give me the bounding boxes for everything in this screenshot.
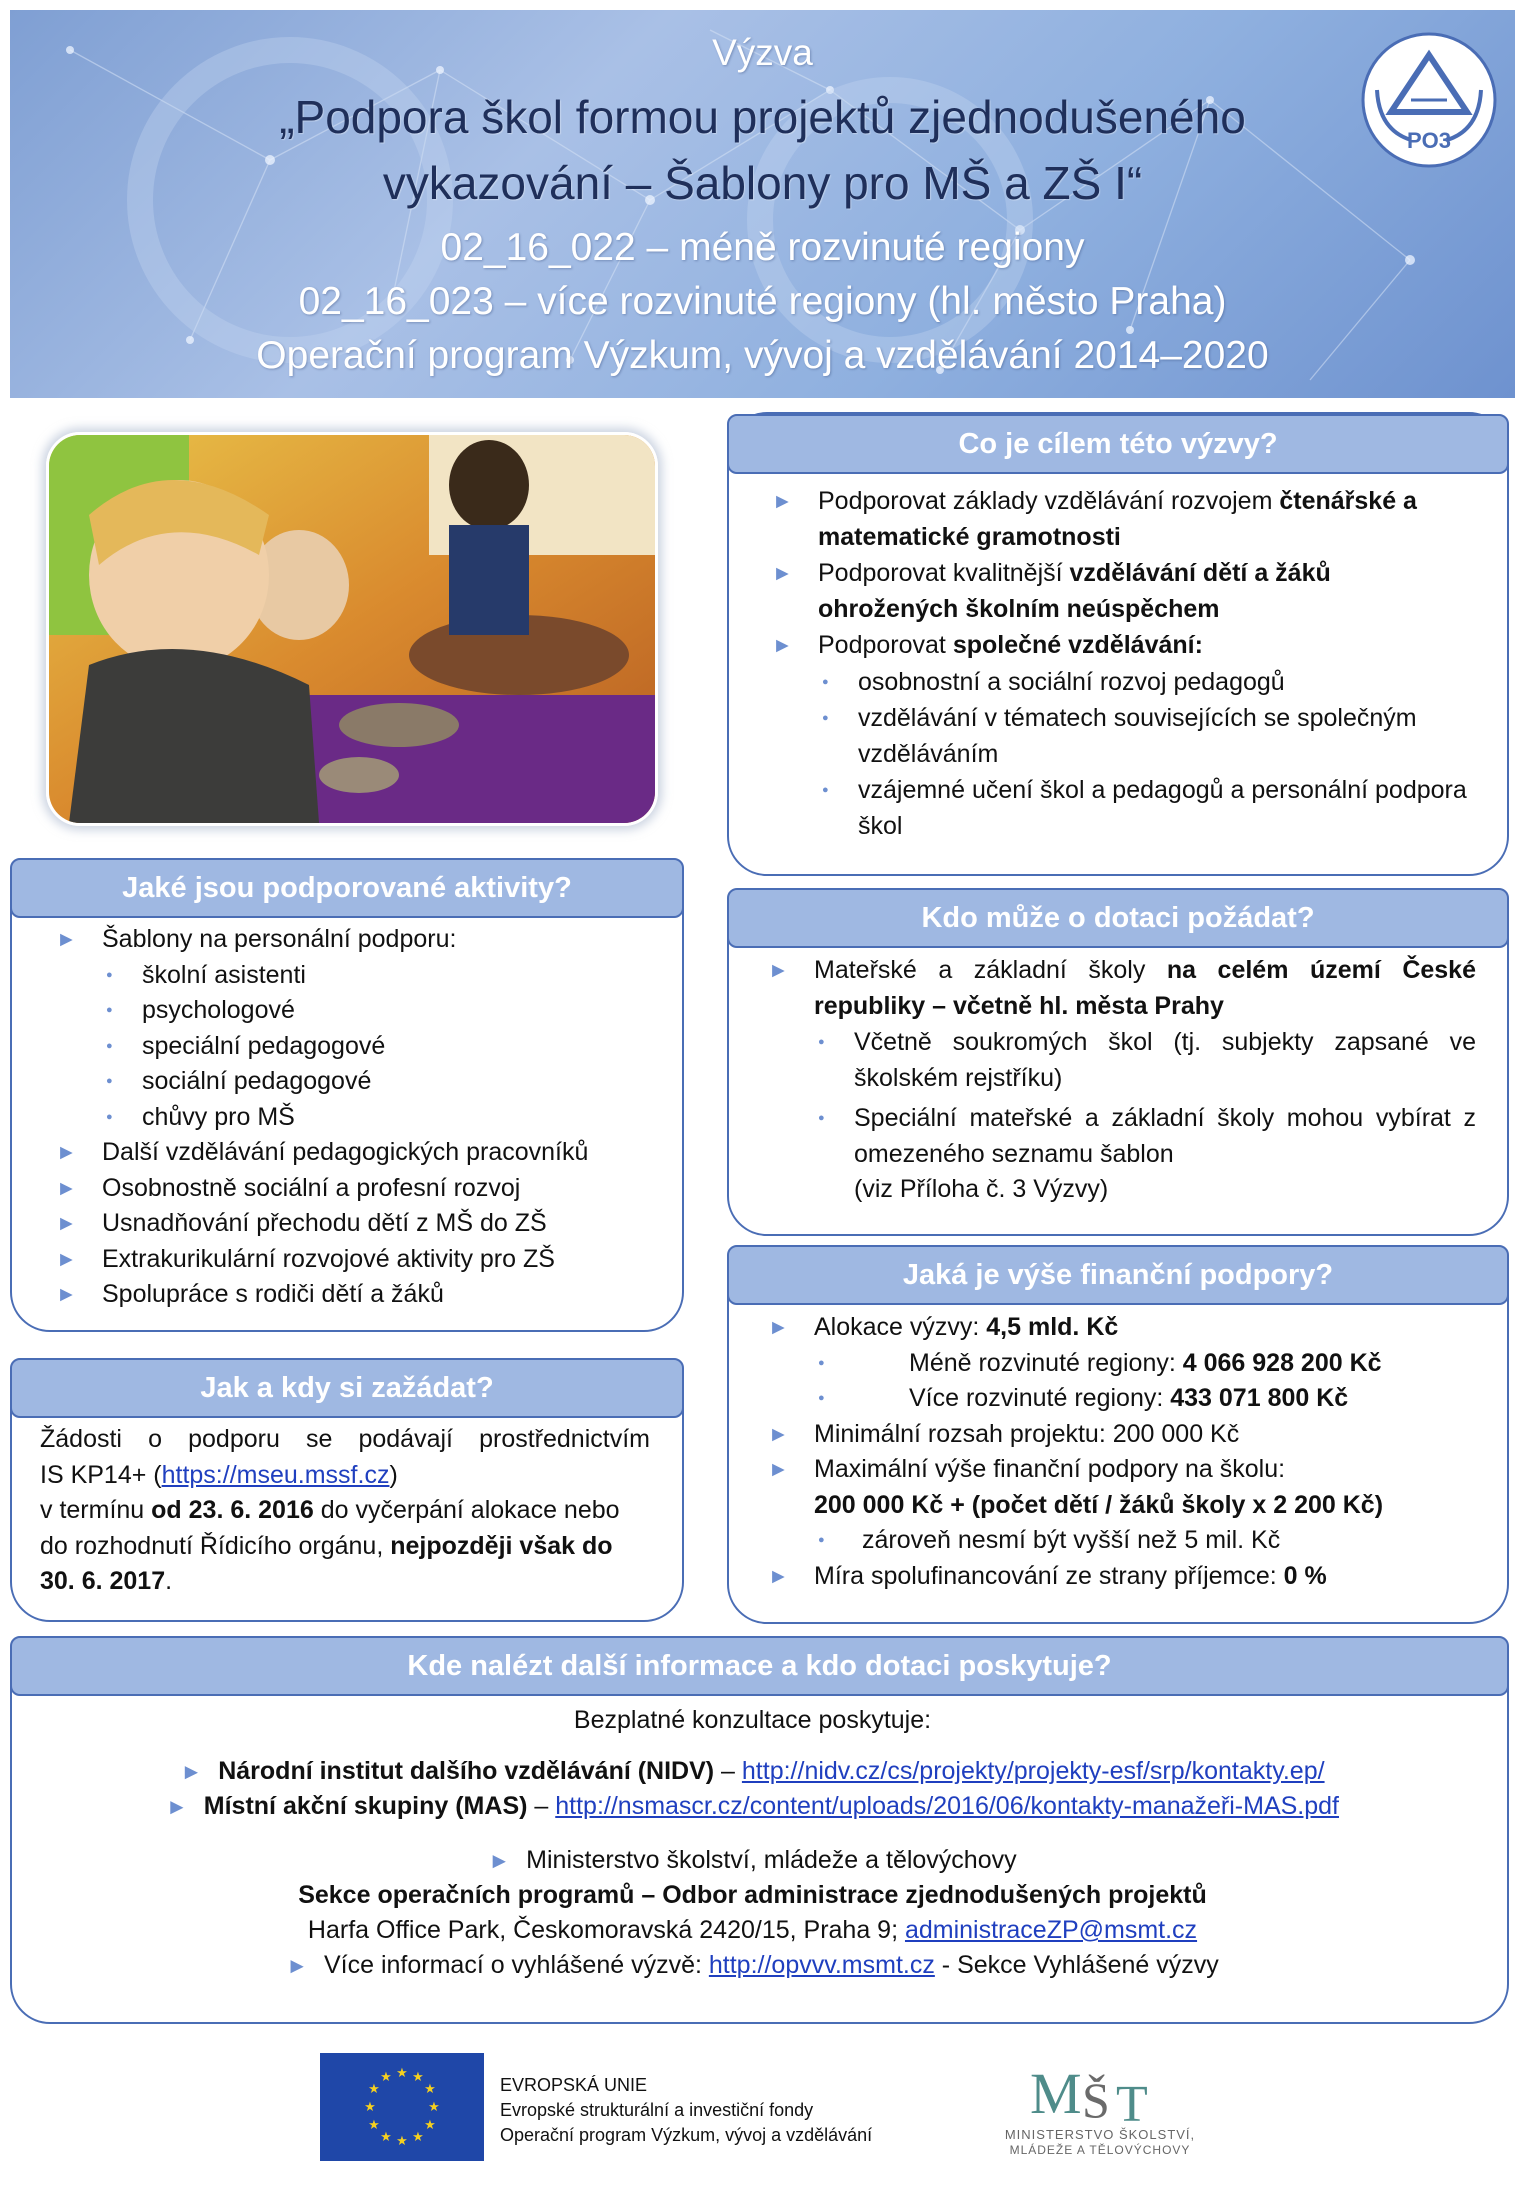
svg-text:★: ★ [424, 2082, 436, 2097]
activities-item-2: ► Osobnostně sociální a profesní rozvoj [40, 1171, 660, 1207]
who-subitem-private: ● Včetně soukromých škol (tj. subjekty zapsané ve školském rejstříku) [752, 1025, 1476, 1096]
activities-item-4: ► Extrakurikulární rozvojové aktivity pro ZŠ [40, 1242, 660, 1278]
svg-text:T: T [1116, 2076, 1148, 2125]
svg-text:M: M [1030, 2061, 1082, 2125]
info-title: Kde nalézt další informace a kdo dotaci poskytuje? [10, 1636, 1509, 1696]
svg-text:★: ★ [412, 2130, 424, 2145]
opvvv-link[interactable]: http://opvvv.msmt.cz [708, 1951, 935, 1979]
activities-content [40, 922, 660, 1313]
goal-item-2: ► Podporovat kvalitnější vzdělávání dětí a žáků ohrožených školním neúspěchem [756, 556, 1476, 627]
finance-more-developed: ● Více rozvinuté regiony: 433 071 800 Kč [752, 1381, 1476, 1417]
svg-text:★: ★ [424, 2118, 436, 2133]
how-title: Jak a kdy si zažádat? [10, 1358, 684, 1418]
who-subitem-annex: (viz Příloha č. 3 Výzvy) [854, 1175, 1109, 1203]
triangle-bullet-icon: ► [286, 1953, 308, 1978]
how-line-1: Žádosti o podporu se podávají prostřednictvím [40, 1425, 650, 1453]
finance-maximum-label: ► Maximální výše finanční podpory na školu: [752, 1452, 1476, 1488]
goal-subitem-3: ● vzájemné učení škol a pedagogů a personální podpora škol [756, 773, 1476, 844]
info-nidv: ► Národní institut dalšího vzdělávání (NIDV) – http://nidv.cz/cs/projekty/projekty-esf/srp/kontakty.ep/ [180, 1757, 1325, 1785]
header-program: Operační program Výzkum, vývoj a vzdělávání 2014–2020 [256, 334, 1269, 377]
how-line-5: 30. 6. 2017. [40, 1567, 173, 1595]
header-line-vyzva: Výzva [712, 32, 813, 73]
activities-item-3: ► Usnadňování přechodu dětí z MŠ do ZŠ [40, 1206, 660, 1242]
goal-item-1: ► Podporovat základy vzdělávání rozvojem čtenářské a matematické gramotnosti [756, 484, 1476, 555]
eu-flag-icon [320, 2053, 484, 2161]
header-title-line-1: „Podpora škol formou projektů zjednodušeného [279, 91, 1246, 143]
activities-item-1: ► Další vzdělávání pedagogických pracovníků [40, 1135, 660, 1171]
po3-logo [1359, 30, 1499, 170]
msmt-label-1: MINISTERSTVO ŠKOLSTVÍ, [1004, 2127, 1196, 2142]
activities-subitem-2: ● psychologové [40, 993, 660, 1029]
mseu-link[interactable]: https://mseu.mssf.cz [161, 1460, 390, 1489]
svg-text:★: ★ [368, 2118, 380, 2133]
info-mas: ► Místní akční skupiny (MAS) – http://nsmascr.cz/content/uploads/2016/06/kontakty-manažeři-MAS.pdf [166, 1792, 1339, 1820]
info-more: ► Více informací o vyhlášené výzvě: http://opvvv.msmt.cz - Sekce Vyhlášené výzvy [286, 1951, 1219, 1979]
goal-subitem-2: ● vzdělávání v tématech souvisejících se společným vzděláváním [756, 701, 1476, 772]
svg-text:★: ★ [396, 2134, 408, 2149]
info-consult: Bezplatné konzultace poskytuje: [573, 1706, 932, 1734]
finance-maximum-cap: ● zároveň nesmí být vyšší než 5 mil. Kč [752, 1523, 1476, 1559]
header-region-1: 02_16_022 – méně rozvinuté regiony [440, 226, 1085, 269]
how-line-2: IS KP14+ (https://mseu.mssf.cz) [40, 1460, 398, 1489]
header-title-line-2: vykazování – Šablony pro MŠ a ZŠ I“ [382, 157, 1143, 209]
finance-less-developed: ● Méně rozvinuté regiony: 4 066 928 200 Kč [752, 1346, 1476, 1382]
nidv-link[interactable]: http://nidv.cz/cs/projekty/projekty-esf/srp/kontakty.ep/ [741, 1757, 1325, 1785]
mas-link[interactable]: http://nsmascr.cz/content/uploads/2016/06/kontakty-manažeři-MAS.pdf [555, 1792, 1339, 1820]
finance-minimum: ► Minimální rozsah projektu: 200 000 Kč [752, 1417, 1476, 1453]
goal-title: Co je cílem této výzvy? [727, 414, 1509, 474]
goal-content [756, 484, 1476, 844]
how-line-3: v termínu od 23. 6. 2016 do vyčerpání alokace nebo [40, 1496, 620, 1524]
finance-maximum-value: 200 000 Kč + (počet dětí / žáků školy x 2 200 Kč) [814, 1490, 1384, 1519]
triangle-bullet-icon: ► [166, 1794, 188, 1819]
who-content [752, 953, 1476, 1208]
msmt-label-2: MLÁDEŽE A TĚLOVÝCHOVY [1009, 2143, 1191, 2157]
who-title: Kdo může o dotaci požádat? [727, 888, 1509, 948]
activities-item-5: ► Spolupráce s rodiči dětí a žáků [40, 1277, 660, 1313]
info-address: Harfa Office Park, Českomoravská 2420/15, Praha 9; administraceZP@msmt.cz [307, 1916, 1198, 1944]
goal-item-3: ► Podporovat společné vzdělávání: [756, 628, 1476, 664]
activities-item-templates: ► Šablony na personální podporu: [40, 922, 660, 958]
activities-subitem-1: ● školní asistenti [40, 958, 660, 994]
svg-text:★: ★ [380, 2070, 392, 2085]
msmt-logo [1000, 2055, 1200, 2165]
activities-title: Jaké jsou podporované aktivity? [10, 858, 684, 918]
svg-text:Š: Š [1082, 2072, 1110, 2125]
eu-label: EVROPSKÁ UNIE [500, 2075, 648, 2095]
info-ministry: ► Ministerstvo školství, mládeže a tělovýchovy [488, 1846, 1017, 1874]
logo-text: PO3 [1406, 128, 1452, 153]
svg-text:★: ★ [412, 2070, 424, 2085]
svg-text:★: ★ [368, 2082, 380, 2097]
triangle-bullet-icon: ► [488, 1848, 511, 1873]
esif-label: Evropské strukturální a investiční fondy [500, 2100, 814, 2120]
svg-text:★: ★ [428, 2100, 440, 2115]
who-main-item: ► Mateřské a základní školy na celém území České republiky – včetně hl. města Prahy [752, 953, 1476, 1024]
header-region-2: 02_16_023 – více rozvinuté regiony (hl. město Praha) [298, 280, 1227, 323]
header-banner [10, 10, 1515, 398]
svg-text:★: ★ [364, 2100, 376, 2115]
children-photo [46, 432, 658, 826]
finance-cofinancing: ► Míra spolufinancování ze strany příjemce: 0 % [752, 1559, 1476, 1595]
finance-allocation: ► Alokace výzvy: 4,5 mld. Kč [752, 1310, 1476, 1346]
how-line-4: do rozhodnutí Řídicího orgánu, nejpozději však do [40, 1531, 613, 1560]
info-section: Sekce operačních programů – Odbor administrace zjednodušených projektů [298, 1881, 1207, 1909]
finance-content [752, 1310, 1476, 1594]
op-label: Operační program Výzkum, vývoj a vzdělávání [500, 2125, 873, 2145]
triangle-bullet-icon: ► [180, 1759, 203, 1784]
activities-subitem-3: ● speciální pedagogové [40, 1029, 660, 1065]
how-content [40, 1422, 650, 1600]
email-link[interactable]: administraceZP@msmt.cz [904, 1916, 1198, 1944]
activities-subitem-4: ● sociální pedagogové [40, 1064, 660, 1100]
goal-subitem-1: ● osobnostní a sociální rozvoj pedagogů [756, 665, 1476, 701]
who-subitem-special: ● Speciální mateřské a základní školy mohou vybírat z omezeného seznamu šablon [752, 1101, 1476, 1172]
svg-text:★: ★ [396, 2066, 408, 2081]
svg-text:★: ★ [380, 2130, 392, 2145]
finance-title: Jaká je výše finanční podpory? [727, 1245, 1509, 1305]
activities-subitem-5: ● chůvy pro MŠ [40, 1100, 660, 1136]
